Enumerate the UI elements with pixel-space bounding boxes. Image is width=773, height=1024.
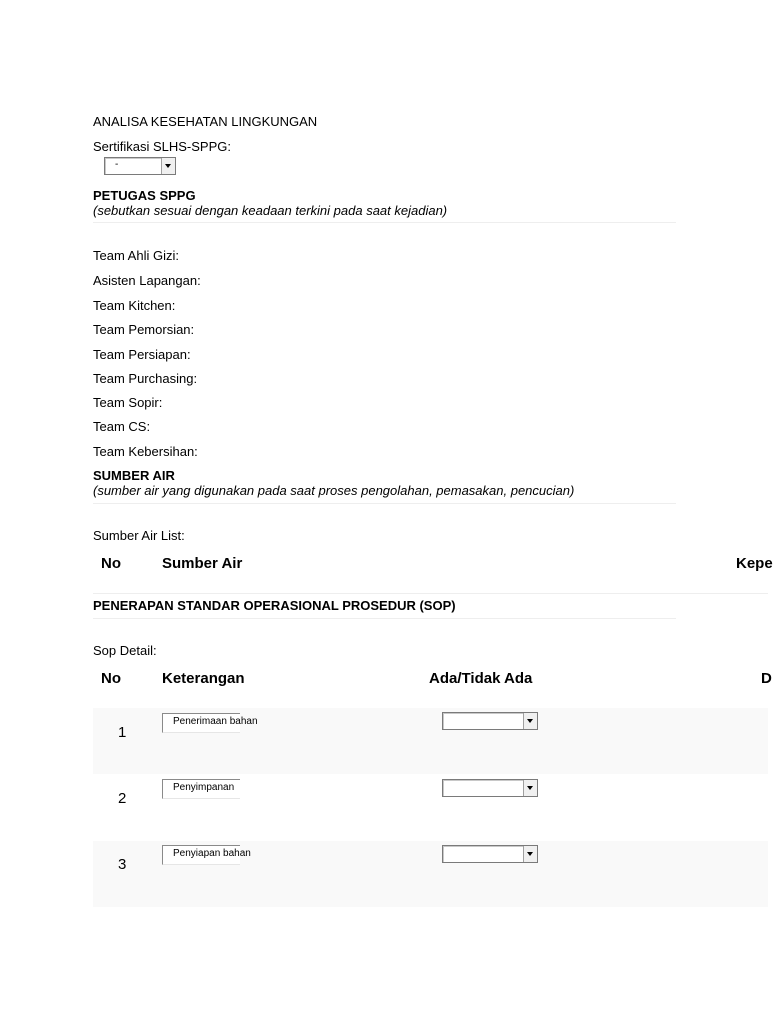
row-number: 3: [118, 856, 127, 873]
field-team-persiapan: Team Persiapan:: [93, 347, 191, 362]
divider: [93, 222, 676, 223]
divider: [93, 593, 768, 594]
divider: [93, 618, 676, 619]
field-team-sopir: Team Sopir:: [93, 395, 163, 410]
ada-tidak-ada-select[interactable]: [442, 712, 538, 730]
field-team-kitchen: Team Kitchen:: [93, 298, 176, 313]
chevron-down-icon: [523, 713, 537, 729]
keterangan-input[interactable]: Penerimaan bahan: [162, 713, 240, 733]
sop-col-keterangan: Keterangan: [162, 670, 245, 687]
sop-col-ada-tidak-ada: Ada/Tidak Ada: [429, 670, 533, 687]
row-number: 2: [118, 790, 127, 807]
chevron-down-icon: [161, 158, 175, 174]
ada-tidak-ada-select[interactable]: [442, 845, 538, 863]
keterangan-input[interactable]: Penyimpanan: [162, 779, 240, 799]
sop-detail-label: Sop Detail:: [93, 643, 157, 658]
petugas-note: (sebutkan sesuai dengan keadaan terkini pada saat kejadian): [93, 203, 448, 218]
keterangan-input[interactable]: Penyiapan bahan: [162, 845, 240, 865]
sertifikasi-label: Sertifikasi SLHS-SPPG:: [93, 139, 231, 154]
field-team-cs: Team CS:: [93, 419, 151, 434]
chevron-down-icon: [523, 780, 537, 796]
sertifikasi-select[interactable]: [104, 157, 176, 175]
ada-tidak-ada-select[interactable]: [442, 779, 538, 797]
field-team-kebersihan: Team Kebersihan:: [93, 444, 198, 459]
page-title: ANALISA KESEHATAN LINGKUNGAN: [93, 114, 318, 129]
sop-col-no: No: [101, 670, 121, 687]
sertifikasi-selected-value: -: [115, 159, 119, 170]
petugas-heading: PETUGAS SPPG: [93, 188, 196, 203]
sumber-air-col-sumber-air: Sumber Air: [162, 555, 243, 572]
sumber-air-col-keperluan: Kepe: [736, 555, 773, 572]
field-team-purchasing: Team Purchasing:: [93, 371, 198, 386]
sumber-air-list-label: Sumber Air List:: [93, 528, 185, 543]
row-number: 1: [118, 724, 127, 741]
field-team-pemorsian: Team Pemorsian:: [93, 322, 195, 337]
field-team-ahli-gizi: Team Ahli Gizi:: [93, 248, 179, 263]
sumber-air-heading: SUMBER AIR: [93, 468, 175, 483]
field-asisten-lapangan: Asisten Lapangan:: [93, 273, 201, 288]
sumber-air-note: (sumber air yang digunakan pada saat proses pengolahan, pemasakan, pencucian): [93, 483, 575, 498]
sop-col-d: D: [761, 670, 772, 687]
divider: [93, 503, 676, 504]
sumber-air-col-no: No: [101, 555, 121, 572]
sop-heading: PENERAPAN STANDAR OPERASIONAL PROSEDUR (SOP): [93, 598, 456, 613]
chevron-down-icon: [523, 846, 537, 862]
